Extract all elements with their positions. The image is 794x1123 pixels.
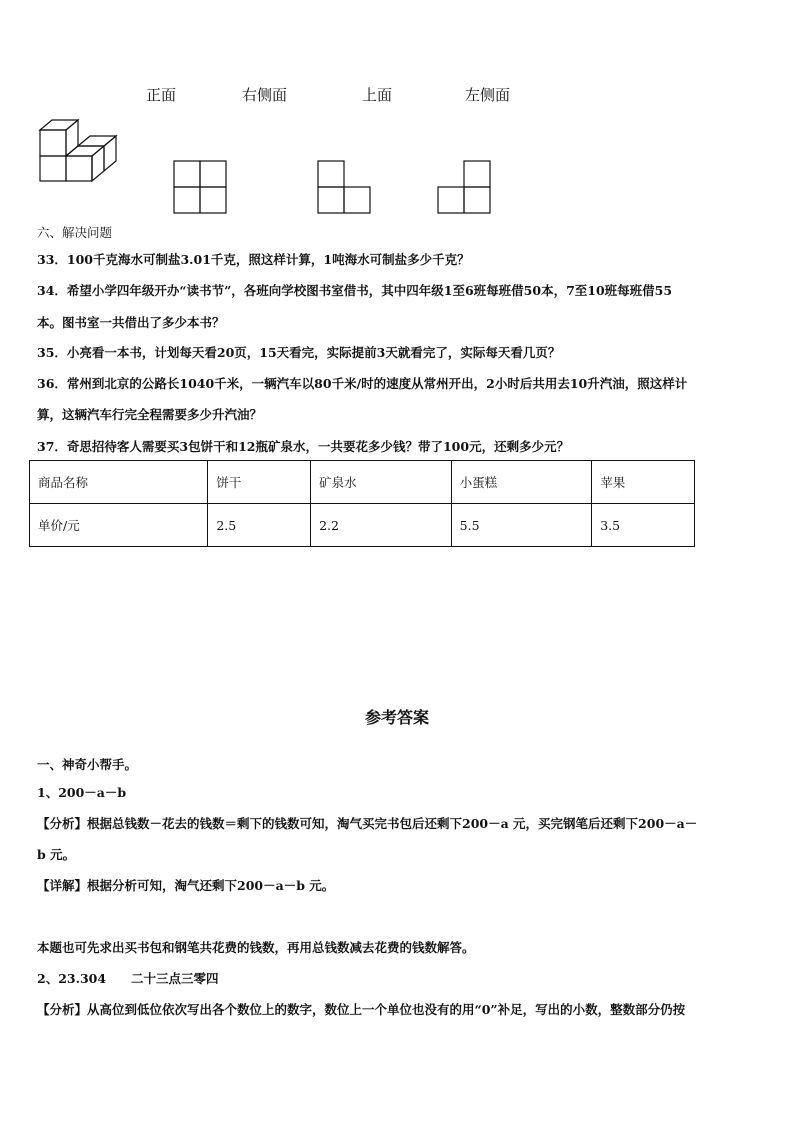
price-table	[29, 460, 695, 547]
table-cell: 2.5	[208, 504, 311, 547]
table-header-cell: 矿泉水	[311, 461, 452, 504]
table-cell: 5.5	[451, 504, 592, 547]
answer-1-detail: 【详解】根据分析可知，淘气还剩下200－a－b 元。	[37, 878, 335, 893]
answer-key-title: 参考答案	[364, 708, 429, 727]
table-header-cell: 商品名称	[30, 461, 208, 504]
table-cell: 单价/元	[30, 504, 208, 547]
problem-36-line1: 36．常州到北京的公路长1040千米，一辆汽车以80千米/时的速度从常州开出，2小时后共用去10升汽油，照这样计	[37, 376, 688, 391]
view-label-left: 左侧面	[465, 86, 511, 104]
table-header-cell: 饼干	[208, 461, 311, 504]
answer-1-analysis-line2: b 元。	[37, 847, 76, 862]
answer-2: 2、23.304 二十三点三零四	[37, 971, 219, 986]
answer-1-note: 本题也可先求出买书包和钢笔共花费的钱数，再用总钱数减去花费的钱数解答。	[37, 940, 475, 955]
problem-33: 33．100千克海水可制盐3.01千克，照这样计算，1吨海水可制盐多少千克？	[37, 252, 470, 267]
answer-1-analysis-line1: 【分析】根据总钱数－花去的钱数＝剩下的钱数可知，淘气买完书包后还剩下200－a 元，买完钢笔后还剩下200－a－	[37, 816, 698, 831]
view-label-front: 正面	[146, 86, 177, 104]
answer-1: 1、200－a－b	[37, 785, 127, 800]
problem-34-line2: 本。图书室一共借出了多少本书？	[37, 315, 225, 330]
table-cell: 3.5	[592, 504, 695, 547]
view-label-right: 右侧面	[242, 86, 288, 104]
problem-36-line2: 算，这辆汽车行完全程需要多少升汽油？	[37, 407, 263, 422]
answer-section-one: 一、神奇小帮手。	[37, 757, 138, 772]
right-view-figure	[173, 160, 227, 214]
left-view-figure	[437, 160, 491, 214]
top-view-figure	[317, 160, 371, 214]
answer-2-analysis: 【分析】从高位到低位依次写出各个数位上的数字，数位上一个单位也没有的用“0”补足，写出的小数，整数部分仍按	[37, 1002, 686, 1017]
view-label-top: 上面	[362, 86, 393, 104]
table-header-cell: 小蛋糕	[451, 461, 592, 504]
table-row	[30, 461, 695, 504]
problem-37: 37．奇思招待客人需要买3包饼干和12瓶矿泉水，一共要花多少钱？带了100元，还剩多少元？	[37, 439, 570, 454]
problem-35: 35．小亮看一本书，计划每天看20页，15天看完，实际提前3天就看完了，实际每天看几页？	[37, 345, 561, 360]
problem-34-line1: 34．希望小学四年级开办“读书节”，各班向学校图书室借书，其中四年级1至6班每班借50本，7至10班每班借55	[37, 283, 673, 298]
table-header-cell: 苹果	[592, 461, 695, 504]
cube-stack-figure	[38, 116, 120, 184]
table-cell: 2.2	[311, 504, 452, 547]
table-row	[30, 504, 695, 547]
section-heading-six: 六、解决问题	[37, 225, 113, 240]
